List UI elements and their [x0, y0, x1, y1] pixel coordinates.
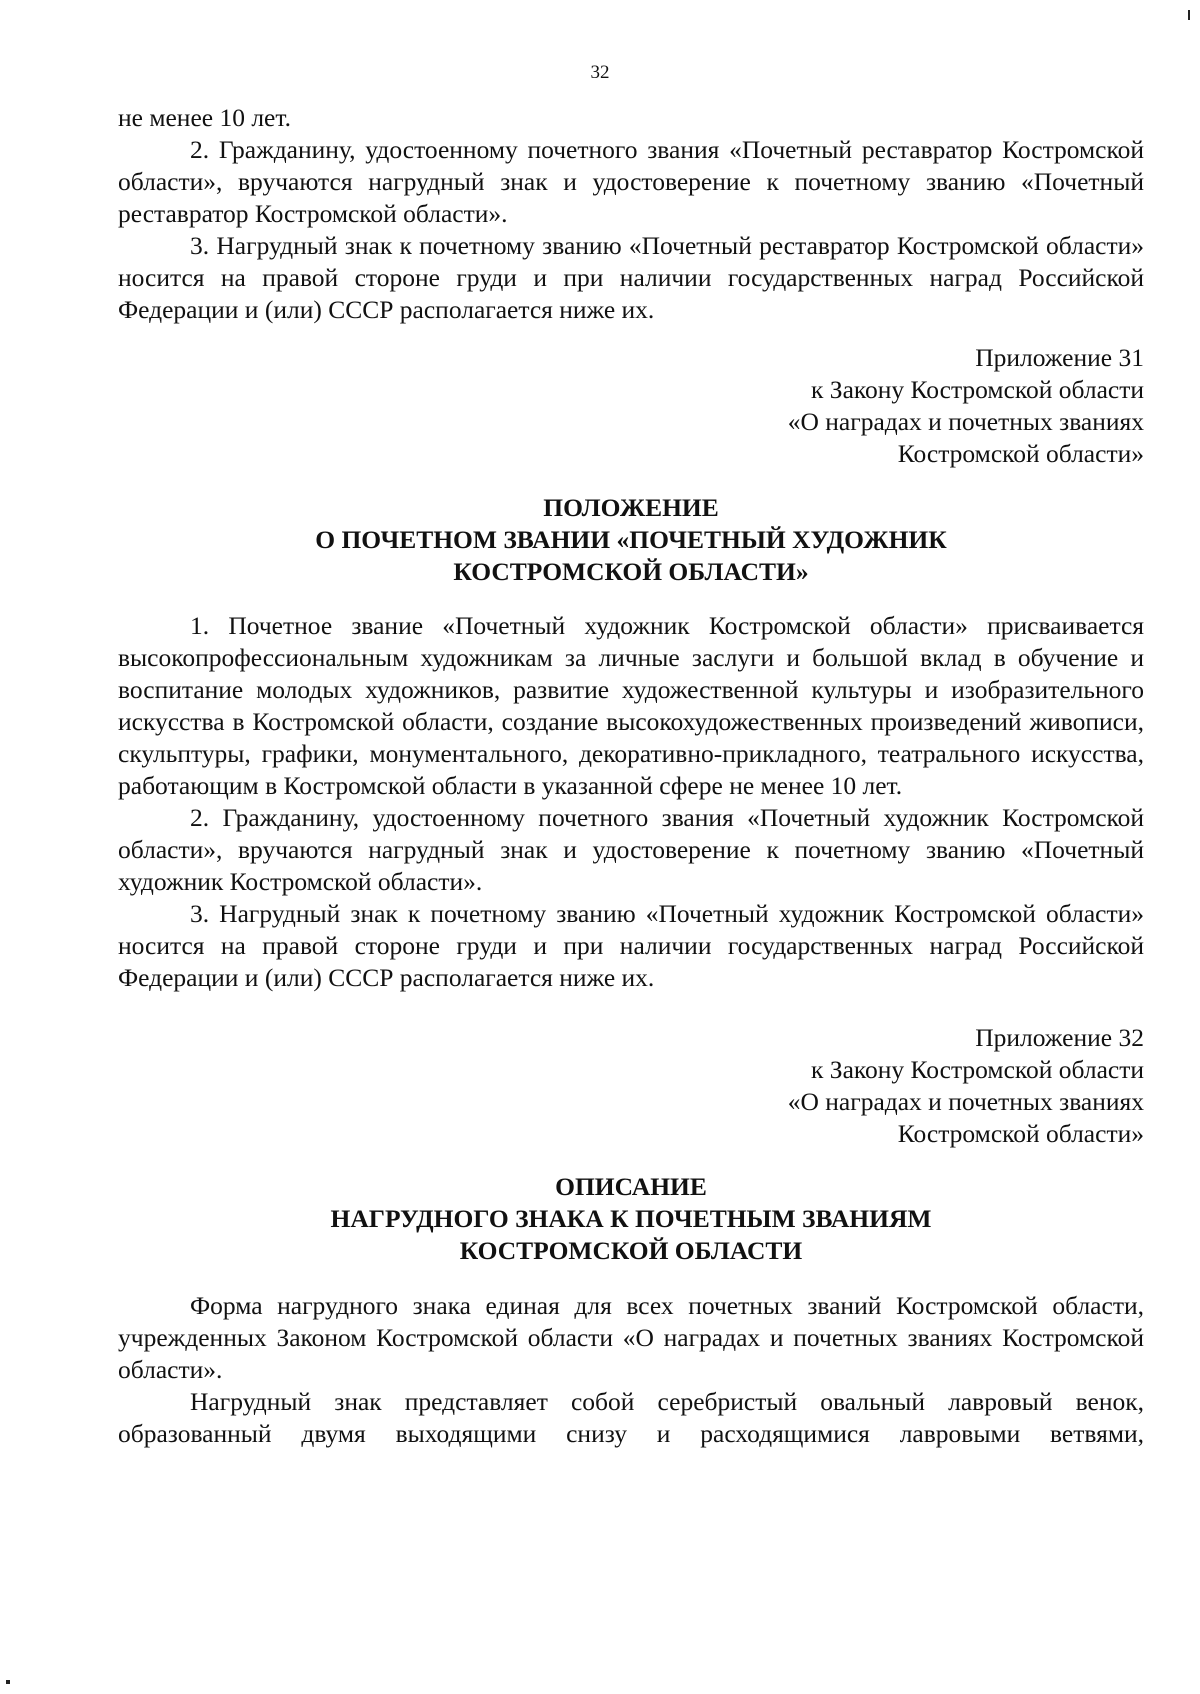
scan-mark-bottom-left [6, 1680, 10, 1684]
heading-badge-description [118, 1171, 1144, 1267]
heading-2-line-2: НАГРУДНОГО ЗНАКА К ПОЧЕТНЫМ ЗВАНИЯМ [330, 1204, 932, 1233]
scan-mark-top-right [1188, 10, 1190, 20]
paragraph-artist-3: 3. Нагрудный знак к почетному званию «Почетный художник Костромской области» носится на правой стороне груди и при наличии государственных наград Российской Федерации и (или) СССР располагается ниже их. [118, 899, 1144, 992]
appendix-32-line-3: «О наградах и почетных званиях [787, 1087, 1144, 1116]
paragraph-artist-2: 2. Гражданину, удостоенному почетного звания «Почетный художник Костромской области», вручаются нагрудный знак и удостоверение к почетному званию «Почетный художник Костромской области». [118, 803, 1144, 896]
paragraph-badge-2: Нагрудный знак представляет собой серебристый овальный лавровый венок, образованный двумя выходящими снизу и расходящимися лавровыми ветвями, [118, 1387, 1144, 1448]
heading-2-line-3: КОСТРОМСКОЙ ОБЛАСТИ [459, 1236, 803, 1265]
appendix-31-line-2: к Закону Костромской области [811, 375, 1144, 404]
appendix-32-line-2: к Закону Костромской области [811, 1055, 1144, 1084]
paragraph-badge-1: Форма нагрудного знака единая для всех почетных званий Костромской области, учрежденных Законом Костромской области «О наградах и почетных званиях Костромской области». [118, 1291, 1144, 1384]
heading-1-line-3: КОСТРОМСКОЙ ОБЛАСТИ» [453, 557, 809, 586]
appendix-32-line-4: Костромской области» [897, 1119, 1144, 1148]
text-block-artist [118, 610, 1144, 994]
appendix-31-line-4: Костромской области» [897, 439, 1144, 468]
paragraph-artist-1: 1. Почетное звание «Почетный художник Костромской области» присваивается высокопрофессиональным художникам за личные заслуги и большой вклад в обучение и воспитание молодых художников, развитие художественной культуры и изобразительного искусства в Костромской области, создание высокохудожественных произведений живописи, скульптуры, графики, монументального, декоративно-прикладного, театрального искусства, работающим в Костромской области в указанной сфере не менее 10 лет. [118, 611, 1144, 800]
appendix-32-line-1: Приложение 32 [975, 1023, 1144, 1052]
paragraph-restorer-2: 2. Гражданину, удостоенному почетного звания «Почетный реставратор Костромской области», вручаются нагрудный знак и удостоверение к почетному званию «Почетный реставратор Костромской области». [118, 135, 1144, 228]
appendix-31-line-3: «О наградах и почетных званиях [787, 407, 1144, 436]
appendix-31-line-1: Приложение 31 [975, 343, 1144, 372]
heading-1-line-1: ПОЛОЖЕНИЕ [543, 493, 719, 522]
heading-artist-regulation [118, 492, 1144, 588]
text-block-badge [118, 1290, 1144, 1450]
paragraph-continuation: не менее 10 лет. [118, 103, 291, 132]
appendix-31-header [788, 342, 1144, 470]
page-number: 32 [590, 62, 610, 83]
text-block-restorer [118, 102, 1144, 326]
paragraph-restorer-3: 3. Нагрудный знак к почетному званию «Почетный реставратор Костромской области» носится на правой стороне груди и при наличии государственных наград Российской Федерации и (или) СССР располагается ниже их. [118, 231, 1144, 324]
appendix-32-header [788, 1022, 1144, 1150]
heading-1-line-2: О ПОЧЕТНОМ ЗВАНИИ «ПОЧЕТНЫЙ ХУДОЖНИК [315, 525, 947, 554]
heading-2-line-1: ОПИСАНИЕ [555, 1172, 707, 1201]
